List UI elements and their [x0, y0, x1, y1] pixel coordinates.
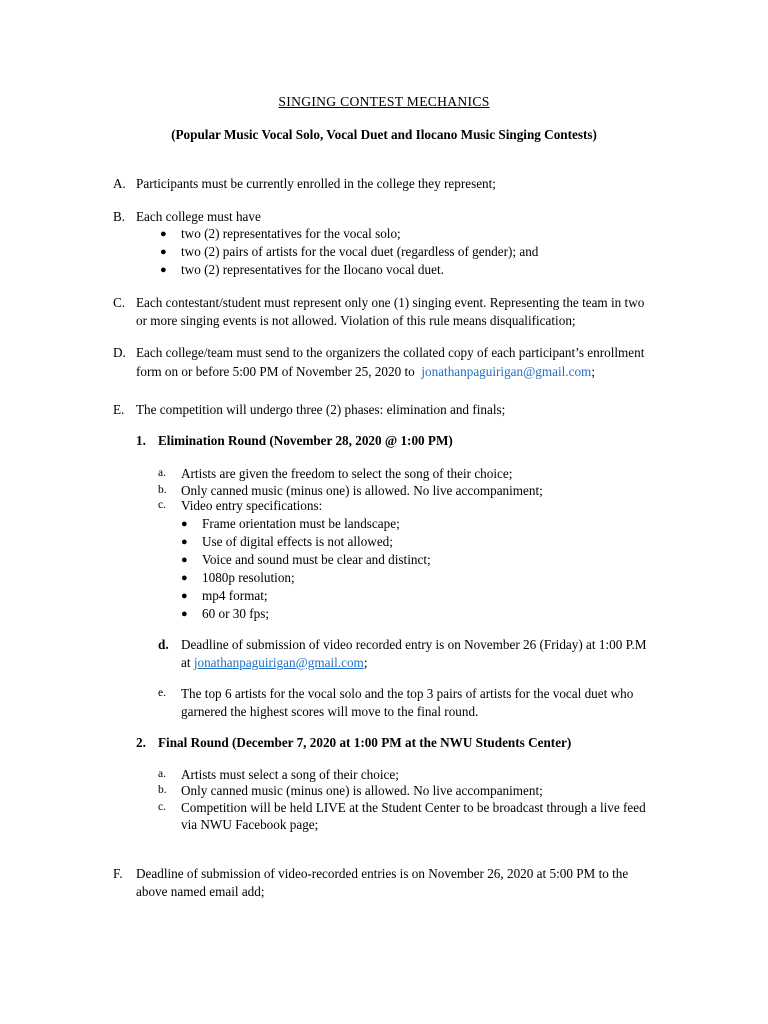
- round-2-item-b: Only canned music (minus one) is allowed. No live accompaniment;: [181, 783, 543, 798]
- bullet-icon: ●: [160, 246, 167, 258]
- spec-4: 1080p resolution;: [202, 570, 295, 585]
- spec-2: Use of digital effects is not allowed;: [202, 534, 393, 549]
- round-2-item-a: Artists must select a song of their choice;: [181, 767, 399, 782]
- round-1-item-a: Artists are given the freedom to select the song of their choice;: [181, 466, 513, 481]
- round-1-item-e-line-2: garnered the highest scores will move to the final round.: [181, 704, 479, 719]
- rule-b-bullet-2: two (2) pairs of artists for the vocal duet (regardless of gender); and: [181, 244, 539, 259]
- rule-b-bullet-1: two (2) representatives for the vocal solo;: [181, 226, 401, 241]
- bullet-icon: ●: [181, 608, 188, 620]
- rule-d-marker: D.: [113, 345, 126, 360]
- rule-f-line-2: above named email add;: [136, 884, 265, 899]
- round-2-item-c-line-1: Competition will be held LIVE at the Student Center to be broadcast through a live feed: [181, 800, 646, 815]
- round-2-marker: 2.: [136, 735, 146, 750]
- rule-c-line-1: Each contestant/student must represent only one (1) singing event. Representing the team in two: [136, 295, 645, 310]
- bullet-icon: ●: [181, 590, 188, 602]
- rule-d-line-1: Each college/team must send to the organizers the collated copy of each participant’s enrollment: [136, 345, 645, 360]
- bullet-icon: ●: [181, 572, 188, 584]
- spec-3: Voice and sound must be clear and distinct;: [202, 552, 431, 567]
- round-1-item-e-marker: e.: [158, 687, 166, 699]
- round-1-item-c-marker: c.: [158, 499, 166, 511]
- round-1-item-c: Video entry specifications:: [181, 498, 323, 513]
- round-2-item-b-marker: b.: [158, 784, 167, 796]
- round-1-item-d-line-1: Deadline of submission of video recorded entry is on November 26 (Friday) at 1:00 P.M: [181, 637, 647, 652]
- bullet-icon: ●: [181, 518, 188, 530]
- organizer-email-link[interactable]: jonathanpaguirigan@gmail.com: [421, 364, 592, 379]
- bullet-icon: ●: [160, 264, 167, 276]
- page-subtitle: (Popular Music Vocal Solo, Vocal Duet and Ilocano Music Singing Contests): [171, 127, 597, 142]
- bullet-icon: ●: [160, 228, 167, 240]
- round-1-item-e-line-1: The top 6 artists for the vocal solo and the top 3 pairs of artists for the vocal duet who: [181, 686, 634, 701]
- round-1-title: Elimination Round (November 28, 2020 @ 1:00 PM): [158, 433, 453, 448]
- rule-a-marker: A.: [113, 176, 126, 191]
- rule-c-line-2: or more singing events is not allowed. Violation of this rule means disqualification;: [136, 313, 576, 328]
- round-1-item-d-line-2: at jonathanpaguirigan@gmail.com;: [181, 655, 368, 670]
- rule-b-marker: B.: [113, 209, 126, 224]
- rule-e-text: The competition will undergo three (2) phases: elimination and finals;: [136, 402, 506, 417]
- spec-5: mp4 format;: [202, 588, 268, 603]
- rule-e-marker: E.: [113, 402, 125, 417]
- rule-f-marker: F.: [113, 866, 123, 881]
- rule-c-marker: C.: [113, 295, 126, 310]
- bullet-icon: ●: [181, 536, 188, 548]
- round-1-marker: 1.: [136, 433, 146, 448]
- round-2-item-c-marker: c.: [158, 801, 166, 813]
- rule-a-text: Participants must be currently enrolled in the college they represent;: [136, 176, 496, 191]
- round-2-item-a-marker: a.: [158, 768, 166, 780]
- page-title: SINGING CONTEST MECHANICS: [278, 94, 490, 109]
- submission-email-link[interactable]: jonathanpaguirigan@gmail.com: [193, 655, 364, 670]
- round-1-item-d-marker: d.: [158, 637, 169, 652]
- rule-f-line-1: Deadline of submission of video-recorded entries is on November 26, 2020 at 5:00 PM to the: [136, 866, 629, 881]
- rule-b-bullet-3: two (2) representatives for the Ilocano vocal duet.: [181, 262, 444, 277]
- spec-6: 60 or 30 fps;: [202, 606, 270, 621]
- bullet-icon: ●: [181, 554, 188, 566]
- round-2-title: Final Round (December 7, 2020 at 1:00 PM at the NWU Students Center): [158, 735, 572, 750]
- round-2-item-c-line-2: via NWU Facebook page;: [181, 817, 319, 832]
- round-1-item-b: Only canned music (minus one) is allowed. No live accompaniment;: [181, 483, 543, 498]
- round-1-item-b-marker: b.: [158, 484, 167, 496]
- rule-d-line-2: form on or before 5:00 PM of November 25, 2020 to jonathanpaguirigan@gmail.com;: [136, 364, 595, 379]
- rule-b-text: Each college must have: [136, 209, 261, 224]
- spec-1: Frame orientation must be landscape;: [202, 516, 400, 531]
- round-1-item-a-marker: a.: [158, 467, 166, 479]
